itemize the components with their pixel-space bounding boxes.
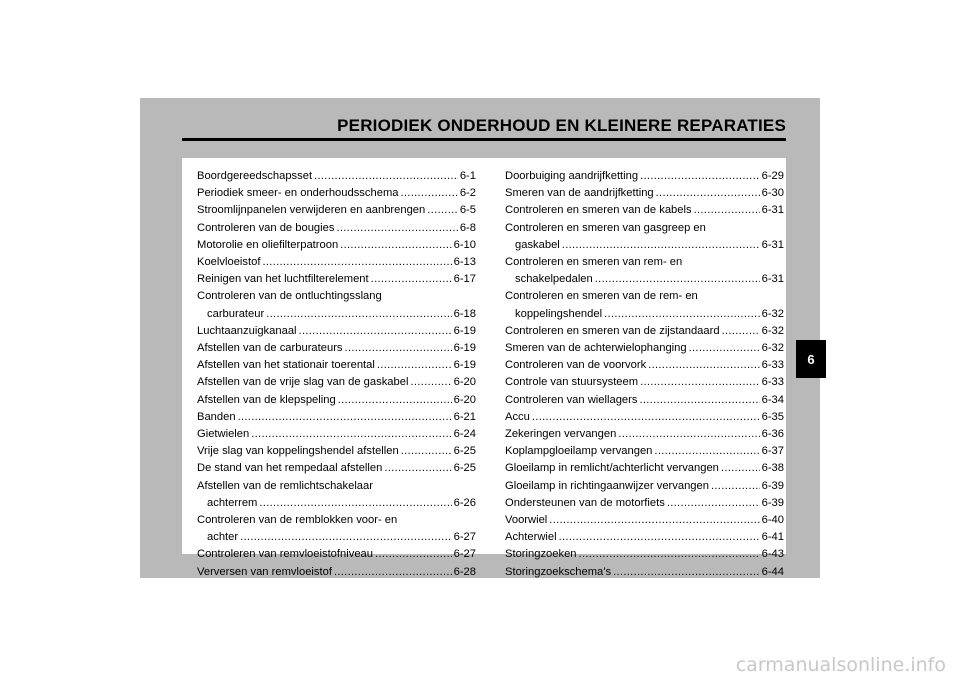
toc-entry[interactable] <box>505 409 784 426</box>
dot-leader <box>371 271 452 288</box>
dot-leader <box>262 254 451 271</box>
toc-entry-page: 6-31 <box>761 204 784 217</box>
toc-entry-label: koppelingshendel <box>515 307 603 320</box>
toc-entry[interactable] <box>197 478 476 512</box>
toc-entry-label: Smeren van de achterwielophanging <box>505 342 687 355</box>
toc-entry[interactable] <box>505 443 784 460</box>
toc-entry[interactable] <box>505 546 784 563</box>
toc-entry-label: achterrem <box>207 496 258 509</box>
dot-leader <box>259 495 451 512</box>
toc-entry-page: 6-38 <box>761 462 784 475</box>
toc-entry-page: 6-19 <box>453 324 476 337</box>
toc-entry-page: 6-32 <box>761 342 784 355</box>
toc-entry[interactable] <box>505 357 784 374</box>
dot-leader <box>559 529 760 546</box>
toc-entry[interactable] <box>197 564 476 581</box>
page-title: PERIODIEK ONDERHOUD EN KLEINERE REPARATIES <box>337 116 786 135</box>
toc-entry-label: Zekeringen vervangen <box>505 428 617 441</box>
dot-leader <box>336 220 457 237</box>
toc-entry-label: Vrije slag van koppelingshendel afstellen <box>197 445 399 458</box>
toc-entry[interactable] <box>197 340 476 357</box>
toc-entry[interactable] <box>197 409 476 426</box>
toc-entry-page: 6-1 <box>459 170 476 182</box>
chapter-tab[interactable]: 6 <box>796 340 826 378</box>
dot-leader <box>549 512 759 529</box>
toc-entry-label: Controleren en smeren van de kabels <box>505 204 692 217</box>
toc-entry-label: Afstellen van het stationair toerental <box>197 359 375 372</box>
dot-leader <box>667 495 760 512</box>
toc-entry-page: 6-19 <box>453 342 476 355</box>
toc-entry[interactable] <box>197 357 476 374</box>
toc-entry-label: Achterwiel <box>505 531 557 544</box>
dot-leader <box>722 323 760 340</box>
toc-entry-page: 6-29 <box>761 170 784 182</box>
toc-entry[interactable] <box>197 512 476 546</box>
toc-entry-page: 6-19 <box>453 359 476 372</box>
dot-leader <box>648 357 759 374</box>
toc-entry-label: Controle van stuursysteem <box>505 376 639 389</box>
dot-leader <box>640 168 760 185</box>
toc-entry-page: 6-25 <box>453 445 476 458</box>
toc-entry-page: 6-20 <box>453 376 476 389</box>
toc-entry[interactable] <box>197 254 476 271</box>
toc-entry[interactable] <box>505 185 784 202</box>
dot-leader <box>689 340 760 357</box>
toc-entry-page: 6-34 <box>761 393 784 406</box>
dot-leader <box>240 529 452 546</box>
toc-entry-title-line: Controleren en smeren van gasgreep en <box>505 221 706 234</box>
dot-leader <box>427 202 458 219</box>
toc-entry-page: 6-17 <box>453 273 476 286</box>
dot-leader <box>639 392 759 409</box>
toc-entry-page: 6-2 <box>459 187 476 200</box>
toc-entry[interactable] <box>505 202 784 219</box>
dot-leader <box>532 409 760 426</box>
toc-entry[interactable] <box>197 168 476 185</box>
toc-entry-page: 6-31 <box>761 273 784 286</box>
toc-entry-page: 6-13 <box>453 256 476 269</box>
toc-entry-page: 6-33 <box>761 359 784 372</box>
dot-leader <box>711 478 760 495</box>
dot-leader <box>618 426 759 443</box>
toc-entry-page: 6-35 <box>761 410 784 423</box>
toc-entry-page: 6-27 <box>453 548 476 561</box>
toc-entry[interactable] <box>505 495 784 512</box>
toc-entry-label: Afstellen van de klepspeling <box>197 393 336 406</box>
toc-entry-label: Controleren van remvloeistofniveau <box>197 548 373 561</box>
dot-leader <box>338 392 452 409</box>
toc-entry[interactable] <box>197 237 476 254</box>
toc-entry-label: Voorwiel <box>505 514 548 527</box>
toc-entry-page: 6-41 <box>761 531 784 544</box>
dot-leader <box>604 306 760 323</box>
dot-leader <box>299 323 452 340</box>
toc-entry-label: Gietwielen <box>197 428 250 441</box>
dot-leader <box>595 271 760 288</box>
toc-entry-page: 6-31 <box>761 238 784 251</box>
dot-leader <box>613 564 759 581</box>
dot-leader <box>334 564 452 581</box>
dot-leader <box>721 460 760 477</box>
toc-entry[interactable] <box>197 443 476 460</box>
toc-entry[interactable] <box>197 288 476 322</box>
toc-entry-title-line: Controleren van de ontluchtingsslang <box>197 290 382 303</box>
toc-entry-label: Koelvloeistof <box>197 256 261 269</box>
dot-leader <box>410 374 451 391</box>
toc-entry-label: Storingzoeken <box>505 548 577 561</box>
toc-entry-label: achter <box>207 531 239 544</box>
toc-entry-label: Koplampgloeilamp vervangen <box>505 445 653 458</box>
dot-leader <box>377 357 452 374</box>
toc-entry-label: Motorolie en oliefilterpatroon <box>197 238 339 251</box>
toc-entry-label: Storingzoekschema’s <box>505 565 612 578</box>
toc-entry-label: Periodiek smeer- en onderhoudsschema <box>197 187 399 200</box>
toc-entry[interactable] <box>197 460 476 477</box>
toc-entry[interactable] <box>505 168 784 185</box>
toc-entry-label: Smeren van de aandrijfketting <box>505 187 654 200</box>
toc-entry[interactable] <box>197 271 476 288</box>
toc-entry-page: 6-8 <box>459 221 476 234</box>
toc-entry[interactable] <box>197 546 476 563</box>
toc-entry-page: 6-44 <box>761 565 784 578</box>
toc-left-column <box>197 168 476 581</box>
toc-entry[interactable] <box>505 478 784 495</box>
toc-entry[interactable] <box>505 374 784 391</box>
toc-entry-label: Verversen van remvloeistof <box>197 565 332 578</box>
dot-leader <box>401 443 452 460</box>
toc-entry-label: Stroomlijnpanelen verwijderen en aanbrengen <box>197 204 426 217</box>
watermark: carmanualsonline.info <box>735 654 946 676</box>
toc-entry[interactable] <box>505 220 784 254</box>
toc-entry[interactable] <box>505 340 784 357</box>
toc-entry-label: Accu <box>505 410 530 423</box>
toc-entry-label: Reinigen van het luchtfilterelement <box>197 273 369 286</box>
toc-entry-page: 6-10 <box>453 238 476 251</box>
toc-entry-label: Boordgereedschapsset <box>197 170 313 182</box>
toc-entry-label: Banden <box>197 410 236 423</box>
toc-entry[interactable] <box>505 529 784 546</box>
toc-entry-label: gaskabel <box>515 238 560 251</box>
dot-leader <box>251 426 451 443</box>
toc-entry-title-line: Afstellen van de remlichtschakelaar <box>197 479 373 492</box>
title-underline <box>182 138 786 141</box>
toc-entry[interactable] <box>505 512 784 529</box>
dot-leader <box>694 202 760 219</box>
toc-entry-label: Controleren van de voorvork <box>505 359 647 372</box>
toc-entry-label: Afstellen van de vrije slag van de gaskabel <box>197 376 409 389</box>
toc-entry-page: 6-36 <box>761 428 784 441</box>
dot-leader <box>400 185 457 202</box>
toc-entry-label: Gloeilamp in richtingaanwijzer vervangen <box>505 479 709 492</box>
dot-leader <box>266 306 451 323</box>
toc-entry-page: 6-25 <box>453 462 476 475</box>
toc-entry[interactable] <box>505 460 784 477</box>
dot-leader <box>562 237 760 254</box>
toc-entry[interactable] <box>197 220 476 237</box>
dot-leader <box>654 443 759 460</box>
toc-entry-page: 6-32 <box>761 307 784 320</box>
dot-leader <box>579 546 760 563</box>
toc-entry-page: 6-24 <box>453 428 476 441</box>
toc-entry-label: schakelpedalen <box>515 273 593 286</box>
toc-entry-label: Doorbuiging aandrijfketting <box>505 170 639 182</box>
toc-entry-page: 6-39 <box>761 479 784 492</box>
toc-entry[interactable] <box>505 426 784 443</box>
toc-entry-label: De stand van het rempedaal afstellen <box>197 462 383 475</box>
toc-entry[interactable] <box>505 323 784 340</box>
toc-entry-page: 6-37 <box>761 445 784 458</box>
toc-entry[interactable] <box>197 426 476 443</box>
toc-right-column <box>505 168 784 581</box>
toc-entry-label: Controleren en smeren van de zijstandaard <box>505 324 720 337</box>
toc-entry-page: 6-33 <box>761 376 784 389</box>
toc-entry-label: Ondersteunen van de motorfiets <box>505 496 665 509</box>
toc-entry[interactable] <box>197 323 476 340</box>
toc-entry[interactable] <box>197 185 476 202</box>
toc-entry-page: 6-26 <box>453 496 476 509</box>
toc-entry-title-line: Controleren en smeren van rem- en <box>505 256 683 269</box>
toc-entry-label: Gloeilamp in remlicht/achterlicht vervangen <box>505 462 719 475</box>
toc-entry-page: 6-5 <box>459 204 476 217</box>
dot-leader <box>238 409 452 426</box>
toc-entry[interactable] <box>197 374 476 391</box>
toc-entry-page: 6-30 <box>761 187 784 200</box>
toc-entry-label: Luchtaanzuigkanaal <box>197 324 297 337</box>
toc-entry-label: Controleren van wiellagers <box>505 393 638 406</box>
dot-leader <box>345 340 452 357</box>
toc-entry-page: 6-40 <box>761 514 784 527</box>
dot-leader <box>375 546 452 563</box>
toc-entry-page: 6-18 <box>453 307 476 320</box>
dot-leader <box>340 237 451 254</box>
toc-entry-page: 6-28 <box>453 565 476 578</box>
toc-entry-title-line: Controleren en smeren van de rem- en <box>505 290 698 303</box>
toc-entry[interactable] <box>197 202 476 219</box>
toc-entry-page: 6-20 <box>453 393 476 406</box>
toc-entry-label: carburateur <box>207 307 265 320</box>
toc-entry-label: Afstellen van de carburateurs <box>197 342 343 355</box>
toc-entry[interactable] <box>505 254 784 288</box>
toc-entry[interactable] <box>197 392 476 409</box>
dot-leader <box>384 460 451 477</box>
toc-entry-title-line: Controleren van de remblokken voor- en <box>197 514 398 527</box>
toc-entry-page: 6-21 <box>453 410 476 423</box>
dot-leader <box>314 168 458 185</box>
toc-entry-page: 6-32 <box>761 324 784 337</box>
toc-entry-page: 6-43 <box>761 548 784 561</box>
toc-entry[interactable] <box>505 288 784 322</box>
toc-entry-page: 6-39 <box>761 496 784 509</box>
toc-entry-label: Controleren van de bougies <box>197 221 335 234</box>
dot-leader <box>640 374 760 391</box>
dot-leader <box>656 185 760 202</box>
toc-entry[interactable] <box>505 392 784 409</box>
toc-entry[interactable] <box>505 564 784 581</box>
toc-entry-page: 6-27 <box>453 531 476 544</box>
